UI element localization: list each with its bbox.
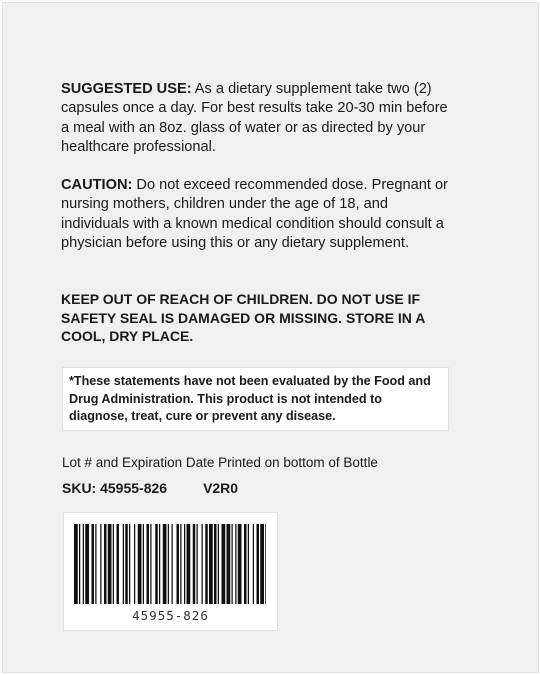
barcode-bar: [134, 524, 135, 604]
barcode-bar: [184, 524, 185, 604]
barcode-bar: [232, 524, 233, 604]
barcode-bar: [123, 524, 124, 604]
barcode-bar: [143, 524, 144, 604]
caution-paragraph: [61, 176, 453, 254]
barcode-bar: [113, 524, 114, 604]
barcode-bar: [74, 524, 78, 604]
supplement-label-panel: [2, 2, 539, 673]
barcode-bar: [85, 524, 89, 604]
barcode-bar: [209, 524, 213, 604]
barcode-bar: [150, 524, 151, 604]
barcode-bar: [244, 524, 247, 604]
barcode-bar: [104, 524, 107, 604]
barcode-bar: [248, 524, 249, 604]
barcode-bar: [100, 524, 101, 604]
barcode-bar: [197, 524, 198, 604]
barcode-bar: [125, 524, 128, 604]
barcode-bar: [147, 524, 150, 604]
barcode-bar: [218, 524, 219, 604]
barcode-bar: [83, 524, 84, 604]
keep-out-of-reach-warning: KEEP OUT OF REACH OF CHILDREN. DO NOT USE IF SAFETY SEAL IS DAMAGED OR MISSING. STORE IN A COOL, DRY PLACE.: [61, 291, 425, 344]
barcode-bar: [117, 524, 120, 604]
barcode-bar: [205, 524, 208, 604]
barcode-bar: [177, 524, 180, 604]
barcode-bar: [168, 524, 169, 604]
barcode-bar: [202, 524, 203, 604]
barcode-bar: [265, 524, 266, 604]
barcode-bar: [227, 524, 231, 604]
barcode-bar: [79, 524, 80, 604]
barcode-bar: [235, 524, 236, 604]
lot-expiration-note: Lot # and Expiration Date Printed on bottom of Bottle: [62, 455, 378, 470]
barcode-bar: [214, 524, 217, 604]
barcode-bar: [260, 524, 264, 604]
barcode-bar: [95, 524, 96, 604]
barcode-bar: [222, 524, 226, 604]
barcode-bar: [193, 524, 196, 604]
barcode-bar: [180, 524, 181, 604]
suggested-use-heading: SUGGESTED USE:: [61, 81, 192, 97]
barcode-bar: [108, 524, 112, 604]
caution-heading: CAUTION:: [61, 177, 133, 193]
sku-row: [62, 480, 238, 496]
barcode-bar: [92, 524, 95, 604]
suggested-use-paragraph: [61, 80, 453, 158]
sku-text: SKU: 45955-826: [62, 480, 168, 496]
barcode-icon: [72, 524, 270, 604]
barcode-bar: [238, 524, 242, 604]
barcode-bar: [159, 524, 160, 604]
barcode-bar: [129, 524, 130, 604]
barcode-bar: [253, 524, 254, 604]
barcode-box: [63, 512, 278, 631]
version-code: V2R0: [203, 480, 239, 496]
caution-text: Do not exceed recommended dose. Pregnant or nursing mothers, children under the age of 18, and individuals with a known medical condition should consult a physician before using this or any dietary supplement.: [61, 177, 448, 252]
barcode-bar: [163, 524, 167, 604]
fda-disclaimer-text: *These statements have not been evaluated by the Food and Drug Administration. This product is not intended to diagnose, treat, cure or prevent any disease.: [69, 374, 431, 424]
barcode-number: 45955-826: [132, 608, 209, 623]
barcode-bar: [172, 524, 173, 604]
barcode-bar: [155, 524, 158, 604]
barcode-bar: [257, 524, 260, 604]
fda-disclaimer-box: [62, 367, 449, 431]
barcode-bar: [187, 524, 191, 604]
barcode-bar: [138, 524, 142, 604]
suggested-use-text: As a dietary supplement take two (2) capsules once a day. For best results take 20-30 min before a meal with an 8oz. glass of water or as directed by your healthcare professional.: [61, 81, 448, 156]
